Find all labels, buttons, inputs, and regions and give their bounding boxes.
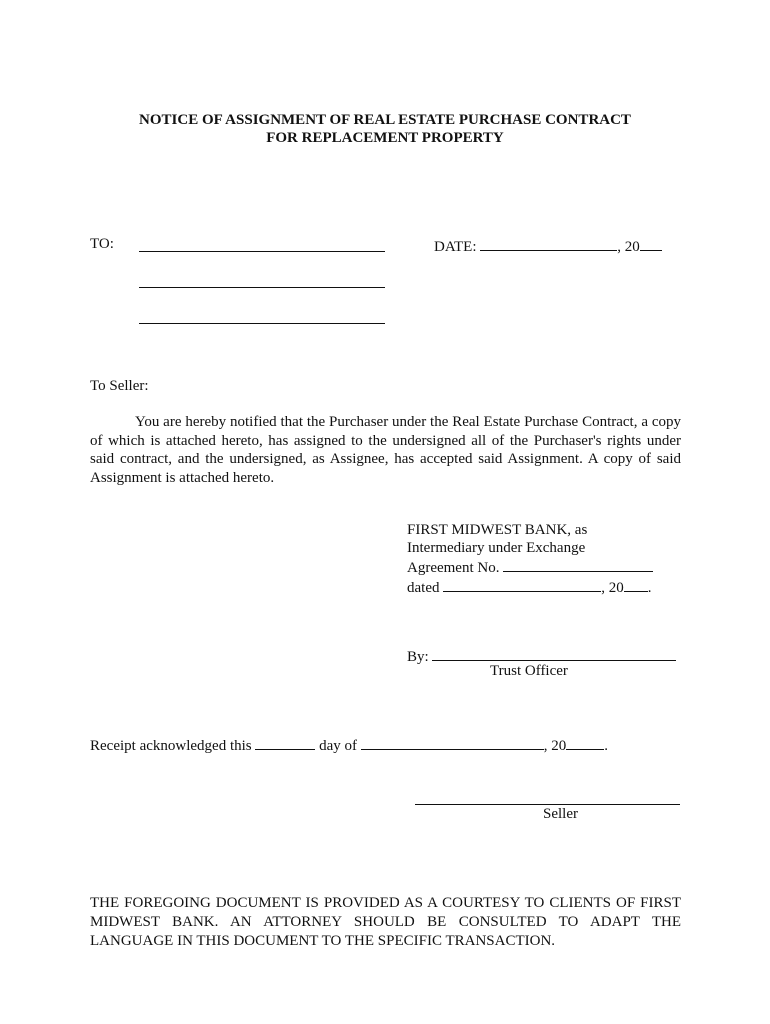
document-title-line-2: FOR REPLACEMENT PROPERTY [266, 130, 504, 146]
agreement-number-field [407, 557, 653, 577]
receipt-year-blank[interactable] [566, 735, 604, 750]
intermediary-line-1: FIRST MIDWEST BANK, as [407, 522, 588, 538]
to-line-3[interactable] [139, 323, 385, 324]
date-label: DATE: [434, 239, 477, 255]
document-title-line-1: NOTICE OF ASSIGNMENT OF REAL ESTATE PURCHASE CONTRACT [139, 112, 631, 128]
to-label: TO: [90, 236, 114, 252]
to-line-2[interactable] [139, 287, 385, 288]
seller-label: Seller [543, 806, 578, 822]
notice-paragraph [90, 413, 681, 487]
trust-officer-label: Trust Officer [490, 663, 568, 679]
agreement-number-label: Agreement No. [407, 560, 500, 576]
receipt-end: . [604, 738, 609, 754]
dated-label: dated [407, 580, 440, 596]
dated-year-prefix: , 20 [601, 580, 624, 596]
receipt-year-prefix: , 20 [543, 738, 567, 754]
notice-text: You are hereby notified that the Purchaser under the Real Estate Purchase Contract, a copy of which is attached hereto, has assigned to the undersigned all of the Purchaser's rights under said contract, and the undersigned, as Assignee, has accepted said Assignment. A copy of said Assignment is attached hereto. [90, 414, 681, 486]
dated-blank[interactable] [443, 577, 601, 592]
receipt-label: Receipt acknowledged this [90, 738, 252, 754]
date-year-prefix: , 20 [617, 239, 640, 255]
disclaimer-paragraph: THE FOREGOING DOCUMENT IS PROVIDED AS A COURTESY TO CLIENTS OF FIRST MIDWEST BANK. AN ATTORNEY SHOULD BE CONSULTED TO ADAPT THE LANGUAGE IN THIS DOCUMENT TO THE SPECIFIC TRANSACTION. [90, 895, 681, 949]
dated-year-suffix: . [647, 580, 652, 596]
trust-officer-signature-line[interactable] [432, 646, 676, 661]
by-label: By: [407, 649, 429, 665]
receipt-acknowledgement [90, 735, 608, 755]
date-blank[interactable] [480, 236, 617, 251]
intermediary-block [407, 521, 653, 597]
salutation: To Seller: [90, 378, 149, 394]
intermediary-line-2: Intermediary under Exchange [407, 540, 586, 556]
to-line-1[interactable] [139, 251, 385, 252]
seller-signature-line[interactable] [415, 804, 680, 805]
agreement-number-blank[interactable] [503, 557, 653, 572]
receipt-day-of: day of [319, 738, 358, 754]
date-field [434, 236, 662, 256]
agreement-dated-field [407, 577, 653, 597]
date-year-blank[interactable] [640, 236, 662, 251]
receipt-month-blank[interactable] [361, 735, 544, 750]
receipt-day-blank[interactable] [255, 735, 315, 750]
dated-year-blank[interactable] [624, 577, 648, 592]
